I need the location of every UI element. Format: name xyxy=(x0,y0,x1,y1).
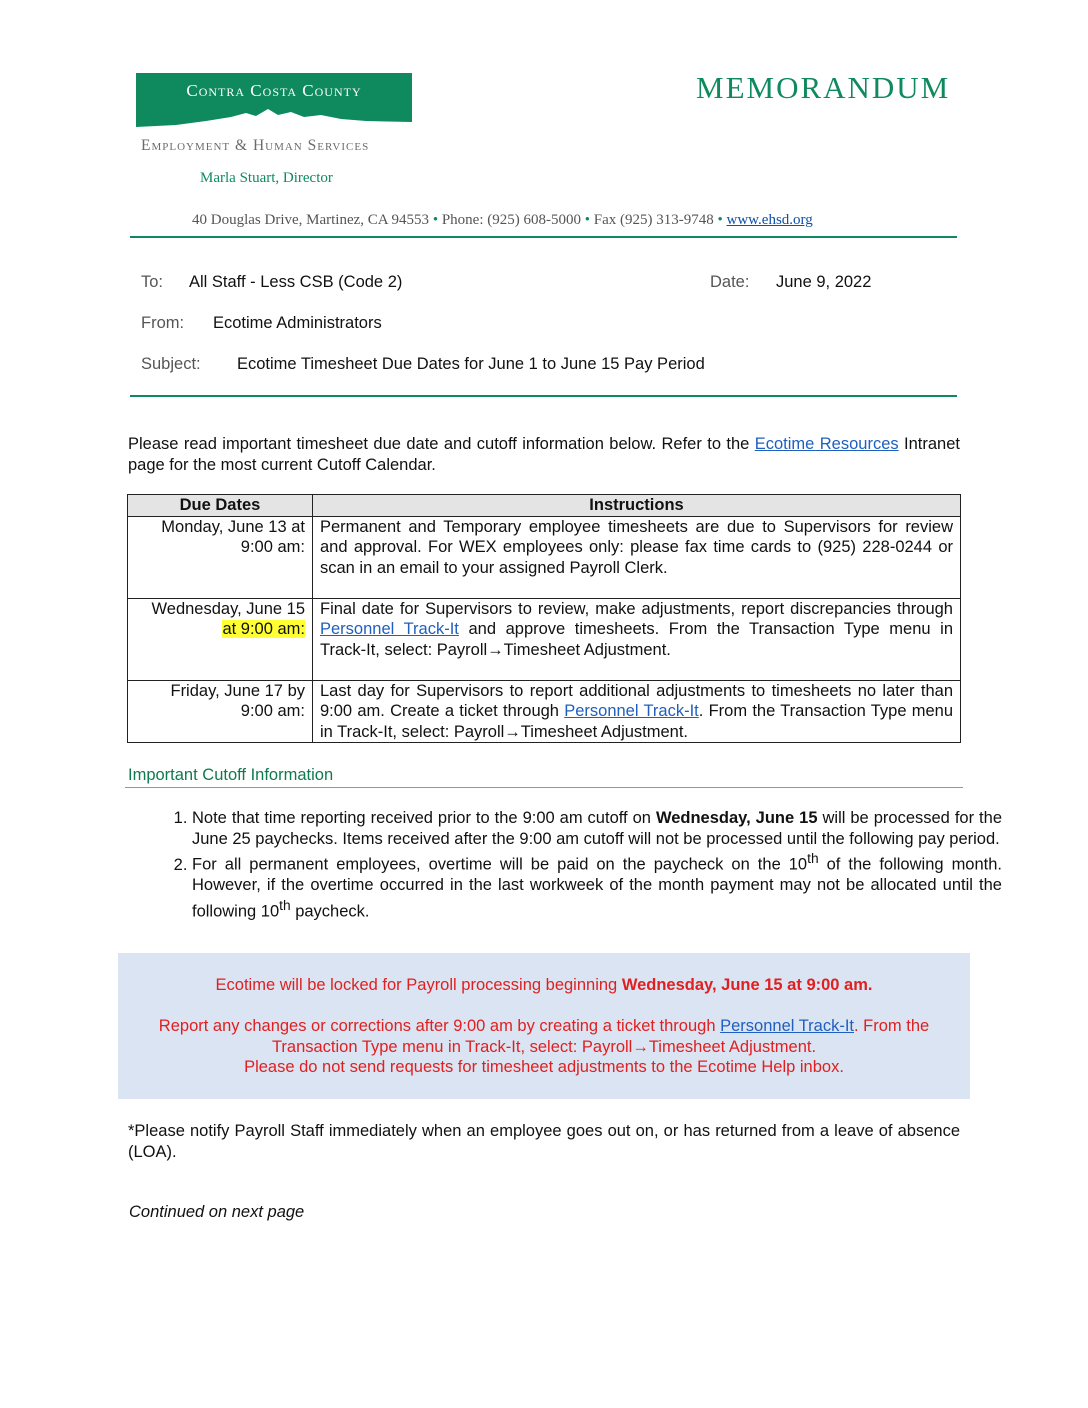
cutoff-heading: Important Cutoff Information xyxy=(128,766,334,784)
county-logo xyxy=(136,73,412,131)
cutoff-divider xyxy=(125,787,963,788)
instruction-cell xyxy=(313,598,961,680)
notice-text: Report any changes or corrections after 9:00 am by creating a ticket through xyxy=(158,1017,721,1035)
phone-text: Phone: (925) 608-5000 xyxy=(441,212,581,228)
instructions-header: Instructions xyxy=(313,495,961,517)
due-date-cell xyxy=(128,598,313,680)
list-bold-text: Wednesday, June 15 xyxy=(655,809,818,827)
loa-note: *Please notify Payroll Staff immediately when an employee goes out on, or has returned from a leave of absence (LOA). xyxy=(128,1122,960,1161)
list-text: For all permanent employees, overtime will be paid on the paycheck on the 10 xyxy=(192,855,808,874)
intro-text: Please read important timesheet due date and cutoff information below. Refer to the xyxy=(128,435,755,453)
director-name: Marla Stuart, Director xyxy=(200,170,333,186)
list-text-end: paycheck. xyxy=(290,902,370,920)
notice-text: Ecotime will be locked for Payroll processing beginning xyxy=(215,976,622,994)
memo-title: MEMORANDUM xyxy=(696,70,951,105)
notice-line-1 xyxy=(118,975,970,996)
superscript: th xyxy=(279,897,291,913)
subject-divider xyxy=(130,395,957,397)
due-dates-header: Due Dates xyxy=(128,495,313,517)
table-row xyxy=(128,680,961,743)
table-header-row xyxy=(128,495,961,517)
from-label: From: xyxy=(141,314,185,332)
list-item xyxy=(192,849,1002,922)
instruction-text-end: . From the Transaction Type menu in Track-It, select: Payroll→Timesheet Adjustment. xyxy=(320,702,954,741)
date-value: June 9, 2022 xyxy=(776,273,872,291)
list-text: Note that time reporting received prior to the 9:00 am cutoff on xyxy=(192,809,656,827)
subject-label: Subject: xyxy=(141,355,201,373)
bullet-icon: • xyxy=(717,212,727,228)
address-line xyxy=(192,212,813,229)
instruction-cell: Permanent and Temporary employee timesheets are due to Supervisors for review and approval. For WEX employees only: please fax time cards to (925) 228-0244 or scan in an email to your assigned Payroll Clerk. xyxy=(313,516,961,598)
logo-org-name: Contra Costa County xyxy=(186,81,362,100)
personnel-track-it-link[interactable]: Personnel Track-It xyxy=(720,1017,854,1035)
ecotime-resources-link[interactable]: Ecotime Resources xyxy=(754,435,899,453)
to-value: All Staff - Less CSB (Code 2) xyxy=(189,273,403,291)
intro-text-end: Intranet page for the most current Cutoff Calendar. xyxy=(128,435,960,474)
notice-line-2 xyxy=(128,1016,960,1078)
instruction-text: Final date for Supervisors to review, make adjustments, report discrepancies through xyxy=(320,599,953,618)
fax-text: Fax (925) 313-9748 xyxy=(593,212,714,228)
from-value: Ecotime Administrators xyxy=(213,314,382,332)
personnel-track-it-link[interactable]: Personnel Track-It xyxy=(320,620,459,638)
subject-value: Ecotime Timesheet Due Dates for June 1 to June 15 Pay Period xyxy=(237,355,705,373)
notice-text-end: . From the Transaction Type menu in Track-It, select: Payroll→Timesheet Adjustment. xyxy=(271,1017,930,1056)
instruction-cell xyxy=(313,680,961,743)
due-date-text: Wednesday, June 15 xyxy=(151,599,305,618)
continued-note: Continued on next page xyxy=(129,1203,305,1221)
date-label: Date: xyxy=(710,273,750,291)
bullet-icon: • xyxy=(432,212,442,228)
list-item xyxy=(192,808,1002,849)
due-dates-table xyxy=(127,494,961,743)
intro-paragraph xyxy=(128,434,960,475)
highlighted-time: at 9:00 am: xyxy=(222,620,305,638)
header-divider xyxy=(130,236,957,238)
instruction-text-end: and approve timesheets. From the Transaction Type menu in Track-It, select: Payroll→Timesheet Adjustment. xyxy=(320,620,953,659)
notice-text-line-3: Please do not send requests for timesheet adjustments to the Ecotime Help inbox. xyxy=(244,1058,844,1076)
address-text: 40 Douglas Drive, Martinez, CA 94553 xyxy=(192,212,430,228)
mountain-logo-icon xyxy=(136,103,412,131)
bullet-icon: • xyxy=(584,212,594,228)
notice-bold-text: Wednesday, June 15 at 9:00 am. xyxy=(621,976,873,994)
instruction-text: Last day for Supervisors to report additional adjustments to timesheets no later than 9:00 am. Create a ticket through xyxy=(320,681,953,720)
lock-notice-box xyxy=(118,953,970,1099)
website-link[interactable]: www.ehsd.org xyxy=(726,212,813,228)
due-date-cell: Friday, June 17 by 9:00 am: xyxy=(128,680,313,743)
department-name: Employment & Human Services xyxy=(141,137,370,154)
list-text-end: will be processed for the June 25 paychecks. Items received after the 9:00 am cutoff will not be processed until the following pay period. xyxy=(192,809,1002,848)
table-row xyxy=(128,598,961,680)
personnel-track-it-link[interactable]: Personnel Track-It xyxy=(564,702,699,720)
superscript: th xyxy=(807,851,819,866)
due-date-cell: Monday, June 13 at 9:00 am: xyxy=(128,516,313,598)
cutoff-list xyxy=(150,808,1002,922)
list-text-mid: of the following month. However, if the overtime occurred in the last workweek of the month payment may not be allocated until the following 10 xyxy=(192,855,1003,920)
table-row xyxy=(128,516,961,598)
to-label: To: xyxy=(141,273,164,291)
